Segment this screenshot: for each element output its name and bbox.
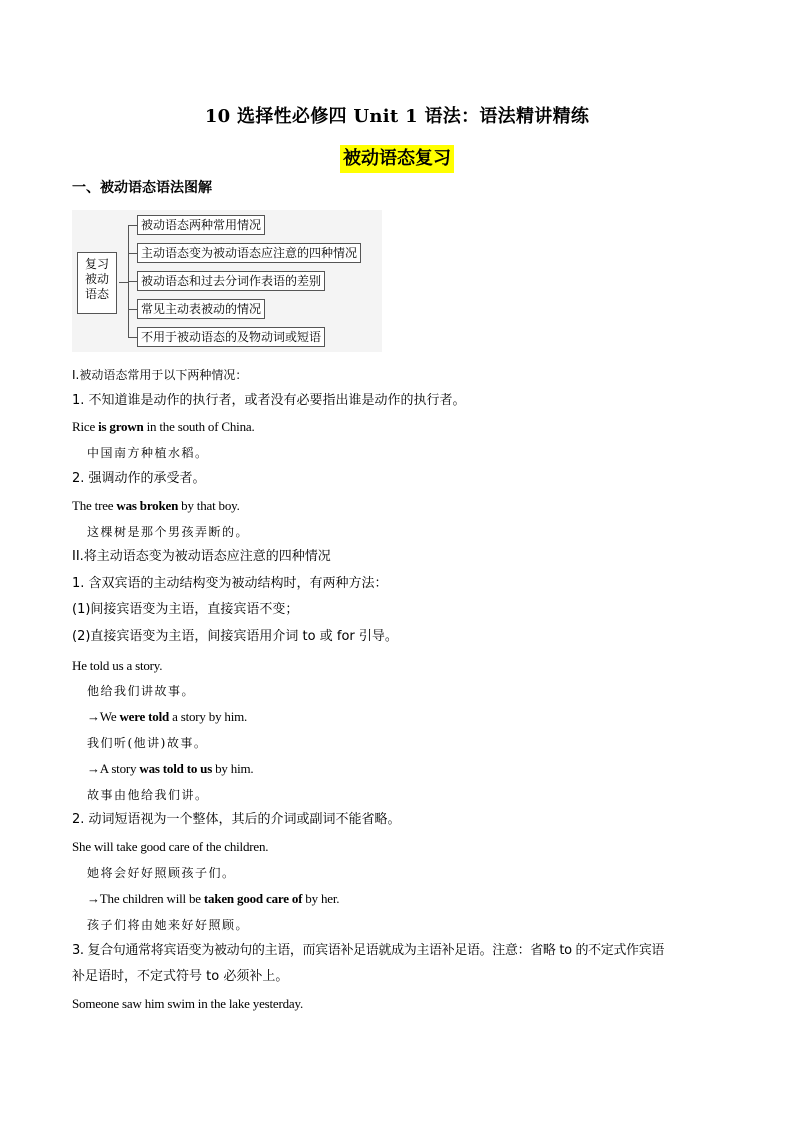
example-translation: 她将会好好照顾孩子们。 bbox=[87, 866, 236, 880]
example-text: by that boy. bbox=[178, 498, 240, 513]
list-item-continued: 补足语时，不定式符号 to 必须补上。 bbox=[72, 969, 289, 984]
example-translation: 我们听(他讲)故事。 bbox=[87, 736, 208, 750]
example-translation: 孩子们将由她来好好照顾。 bbox=[87, 918, 250, 932]
example-text: →A story bbox=[87, 761, 140, 776]
subtitle-wrap bbox=[0, 145, 794, 173]
diagram-branch bbox=[128, 337, 137, 338]
example-bold: taken good care of bbox=[203, 891, 303, 906]
diagram-node: 常见主动表被动的情况 bbox=[137, 299, 265, 319]
section-heading-1: 一、被动语态语法图解 bbox=[72, 180, 212, 196]
example-text: a story by him. bbox=[169, 709, 248, 724]
example-text: by her. bbox=[302, 891, 340, 906]
diagram-branch bbox=[128, 281, 137, 282]
example-translation: 他给我们讲故事。 bbox=[87, 684, 196, 698]
list-item: 1. 含双宾语的主动结构变为被动结构时，有两种方法： bbox=[72, 576, 388, 591]
example-bold: was broken bbox=[116, 498, 179, 513]
diagram-root-line: 被动 bbox=[84, 272, 109, 286]
list-item: 2. 动词短语视为一个整体，其后的介词或副词不能省略。 bbox=[72, 812, 401, 827]
example-bold: was told to us bbox=[139, 761, 213, 776]
diagram-connector bbox=[119, 282, 128, 283]
list-subitem: (1)间接宾语变为主语，直接宾语不变； bbox=[72, 602, 299, 617]
example-sentence bbox=[87, 759, 253, 779]
diagram-root bbox=[77, 252, 117, 314]
diagram-node: 被动语态和过去分词作表语的差别 bbox=[137, 271, 325, 291]
example-sentence: Someone saw him swim in the lake yesterday. bbox=[72, 996, 304, 1011]
example-text: →The children will be bbox=[87, 891, 204, 906]
diagram-root-line: 复习 bbox=[84, 257, 109, 271]
example-sentence: She will take good care of the children. bbox=[72, 839, 269, 854]
list-item: 2. 强调动作的承受者。 bbox=[72, 471, 206, 486]
example-text: Rice bbox=[72, 419, 99, 434]
list-item: 3. 复合句通常将宾语变为被动句的主语，而宾语补足语就成为主语补足语。注意：省略 to 的不定式作宾语 bbox=[72, 943, 665, 958]
example-translation: 这棵树是那个男孩弄断的。 bbox=[87, 525, 250, 539]
example-text: by him. bbox=[212, 761, 254, 776]
highlighted-subtitle: 被动语态复习 bbox=[340, 145, 454, 173]
diagram-node: 主动语态变为被动语态应注意的四种情况 bbox=[137, 243, 361, 263]
diagram-branch bbox=[128, 225, 137, 226]
example-translation: 故事由他给我们讲。 bbox=[87, 788, 209, 802]
page-title: 10 选择性必修四 Unit 1 语法：语法精讲精练 bbox=[204, 106, 590, 127]
example-sentence bbox=[72, 496, 240, 516]
diagram-node: 被动语态两种常用情况 bbox=[137, 215, 265, 235]
grammar-diagram bbox=[72, 210, 382, 352]
list-item: 1. 不知道谁是动作的执行者，或者没有必要指出谁是动作的执行者。 bbox=[72, 393, 466, 408]
diagram-root-line: 语态 bbox=[84, 287, 109, 301]
example-text: →We bbox=[87, 709, 120, 724]
example-bold: were told bbox=[119, 709, 170, 724]
list-subitem: (2)直接宾语变为主语，间接宾语用介词 to 或 for 引导。 bbox=[72, 629, 398, 644]
diagram-branch bbox=[128, 253, 137, 254]
section-heading-ii: II.将主动语态变为被动语态应注意的四种情况 bbox=[72, 549, 331, 564]
diagram-node: 不用于被动语态的及物动词或短语 bbox=[137, 327, 325, 347]
diagram-branch bbox=[128, 309, 137, 310]
example-bold: is grown bbox=[98, 419, 144, 434]
example-sentence: He told us a story. bbox=[72, 658, 163, 673]
example-sentence bbox=[87, 889, 339, 909]
section-heading-i: I.被动语态常用于以下两种情况： bbox=[72, 368, 248, 382]
example-sentence bbox=[87, 707, 247, 727]
example-text: in the south of China. bbox=[143, 419, 255, 434]
example-sentence bbox=[72, 417, 255, 437]
example-translation: 中国南方种植水稻。 bbox=[87, 446, 209, 460]
example-text: The tree bbox=[72, 498, 117, 513]
